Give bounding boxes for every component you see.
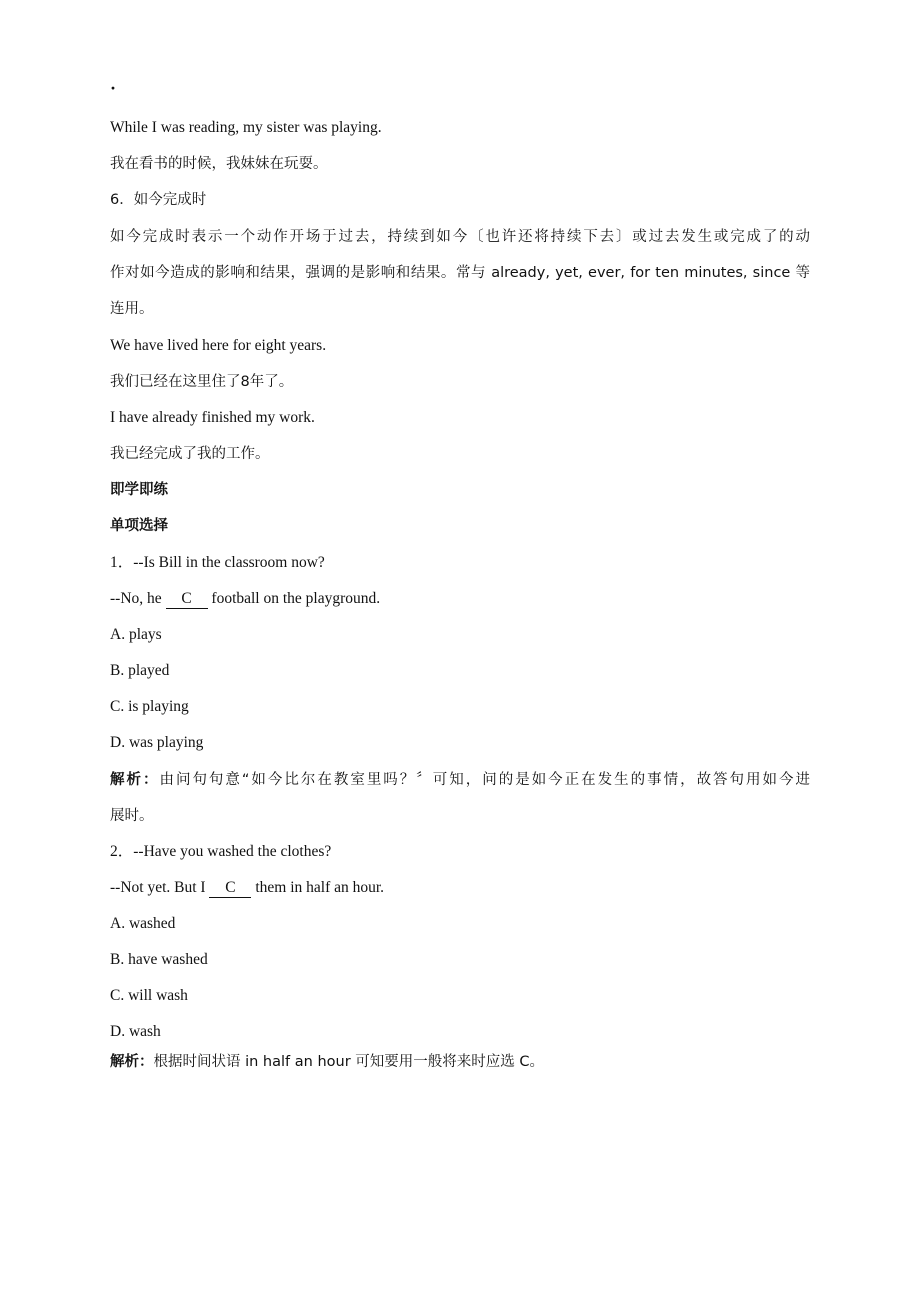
option-a: A. plays <box>110 626 162 643</box>
example-1-cn: 我们已经在这里住了8年了。 <box>110 374 294 390</box>
question-2-answer-line <box>110 878 384 898</box>
option-a: A. washed <box>110 915 176 932</box>
option-d: D. wash <box>110 1023 161 1040</box>
answer-suffix: football on the playground. <box>211 590 381 607</box>
section-description-line-2: 作对如今造成的影响和结果，强调的是影响和结果。常与 already, yet, ever, for ten minutes, since 等 <box>110 265 810 281</box>
analysis-label: 解析： <box>110 772 160 788</box>
answer-blank: C <box>209 879 251 898</box>
practice-title: 即学即练 <box>110 482 168 498</box>
question-2: 2．--Have you washed the clothes? <box>110 843 332 860</box>
example-2-en: I have already finished my work. <box>110 409 315 426</box>
section-description-line-1: 如今完成时表示一个动作开场于过去，持续到如今〔也许还将持续下去〕或过去发生或完成了的动 <box>110 229 810 245</box>
practice-subtitle: 单项选择 <box>110 518 168 534</box>
section-heading: 6．如今完成时 <box>110 192 207 208</box>
section-description-line-3: 连用。 <box>110 301 154 317</box>
analysis-text: 根据时间状语 in half an hour 可知要用一般将来时应选 C。 <box>153 1054 544 1070</box>
option-c: C. will wash <box>110 987 188 1004</box>
option-b: B. played <box>110 662 170 679</box>
analysis-text: 由问句句意“如今比尔在教室里吗？〞可知，问的是如今正在发生的事情，故答句用如今进 <box>159 772 810 788</box>
answer-prefix: --No, he <box>110 590 166 607</box>
example-2-cn: 我已经完成了我的工作。 <box>110 446 270 462</box>
answer-suffix: them in half an hour. <box>255 879 385 896</box>
analysis-2 <box>110 1052 544 1072</box>
question-1-answer-line <box>110 589 380 609</box>
answer-prefix: --Not yet. But I <box>110 879 210 896</box>
example-sentence-en: While I was reading, my sister was playing. <box>110 119 382 136</box>
example-1-en: We have lived here for eight years. <box>110 337 327 354</box>
option-b: B. have washed <box>110 951 208 968</box>
analysis-1-line-2: 展时。 <box>110 808 154 824</box>
option-d: D. was playing <box>110 734 204 751</box>
bullet-mark: · <box>110 78 117 98</box>
example-sentence-cn: 我在看书的时候，我妹妹在玩耍。 <box>110 156 328 172</box>
option-c: C. is playing <box>110 698 189 715</box>
analysis-1-line-1 <box>110 770 810 790</box>
answer-blank: C <box>166 590 208 609</box>
question-1: 1．--Is Bill in the classroom now? <box>110 554 325 571</box>
analysis-label: 解析： <box>110 1054 154 1070</box>
